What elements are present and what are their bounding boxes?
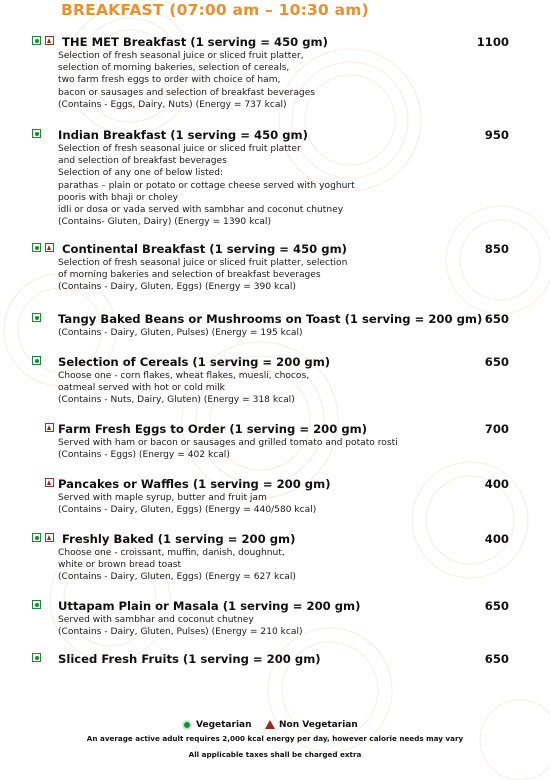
vegetarian-icon — [32, 653, 41, 662]
menu-item-description-line: two farm fresh eggs to order with choice of ham, — [58, 75, 281, 86]
menu-item-description-line: Served with sambhar and coconut chutney — [58, 615, 254, 625]
menu-item-description-line: (Contains- Gluten, Dairy) (Energy = 1390 kcal) — [58, 217, 271, 228]
menu-item-name: Tangy Baked Beans or Mushrooms on Toast (1 serving = 200 gm) — [58, 312, 483, 326]
menu-item — [0, 531, 550, 584]
menu-item-description-line: parathas – plain or potato or cottage cheese served with yoghurt — [58, 180, 355, 191]
menu-item-price: 850 — [484, 242, 509, 256]
menu-item-description-line: selection of morning bakeries, selection of cereals, — [58, 63, 290, 74]
menu-item-name: Freshly Baked (1 serving = 200 gm) — [62, 532, 296, 546]
vegetarian-icon — [32, 36, 41, 45]
menu-item-price: 400 — [484, 477, 509, 491]
menu-item-description-line: Selection of fresh seasonal juice or sliced fruit platter, selection — [58, 258, 348, 268]
menu-item-name: Indian Breakfast (1 serving = 450 gm) — [58, 128, 308, 142]
menu-item — [0, 651, 550, 667]
menu-item-name: THE MET Breakfast (1 serving = 450 gm) — [62, 35, 328, 49]
menu-item-header — [0, 421, 550, 437]
menu-item-header — [0, 127, 550, 143]
vegetarian-icon — [32, 533, 41, 542]
menu-item-description-line: and selection of breakfast beverages — [58, 156, 227, 167]
vegetarian-icon — [32, 129, 41, 138]
menu-item-name: Selection of Cereals (1 serving = 200 gm) — [58, 355, 331, 369]
non-vegetarian-triangle-icon — [265, 720, 275, 729]
menu-item — [0, 476, 550, 516]
menu-item-price: 650 — [484, 355, 509, 369]
menu-item-name: Continental Breakfast (1 serving = 450 gm) — [62, 242, 347, 256]
vegetarian-icon — [32, 600, 41, 609]
menu-item — [0, 127, 550, 228]
menu-item-header — [0, 651, 550, 667]
menu-item-description-line: Choose one - croissant, muffin, danish, doughnut, — [58, 548, 285, 558]
vegetarian-icon — [32, 313, 41, 322]
menu-item-description-line: (Contains - Eggs, Dairy, Nuts) (Energy = 737 kcal) — [58, 99, 287, 110]
menu-item-description-line: of morning bakeries and selection of breakfast beverages — [58, 270, 321, 281]
vegetarian-dot-icon — [182, 720, 192, 730]
legend-non-vegetarian-label: Non Vegetarian — [279, 720, 358, 730]
non-vegetarian-icon — [45, 533, 54, 542]
non-vegetarian-icon — [45, 423, 54, 432]
menu-item-name: Pancakes or Waffles (1 serving = 200 gm) — [58, 477, 331, 491]
menu-item-description-line: (Contains - Dairy, Gluten, Pulses) (Energy = 210 kcal) — [58, 627, 303, 638]
menu-item-description-line: (Contains - Eggs) (Energy = 402 kcal) — [58, 450, 230, 461]
menu-item-description-line: (Contains - Dairy, Gluten, Eggs) (Energy = 440/580 kcal) — [58, 505, 317, 516]
menu-item-header — [0, 476, 550, 492]
menu-item-description-line: Selection of fresh seasonal juice or sliced fruit platter, — [58, 51, 304, 61]
vegetarian-icon — [32, 243, 41, 252]
menu-item-header — [0, 311, 550, 327]
energy-note: An average active adult requires 2,000 kcal energy per day, however calorie needs may vary — [86, 734, 464, 743]
menu-item-description-line: white or brown bread toast — [58, 560, 182, 571]
tax-note: All applicable taxes shall be charged extra — [188, 750, 362, 759]
menu-item — [0, 354, 550, 407]
menu-item-header — [0, 34, 550, 50]
menu-item-description-line: Selection of any one of below listed: — [58, 168, 224, 179]
menu-item-description-line: (Contains - Dairy, Gluten, Pulses) (Energy = 195 kcal) — [58, 328, 303, 338]
menu-item-price: 950 — [484, 128, 509, 142]
menu-item-price: 650 — [484, 599, 509, 613]
menu-item-price: 1100 — [476, 35, 509, 49]
menu-item-name: Farm Fresh Eggs to Order (1 serving = 200 gm) — [58, 422, 368, 436]
menu-item-description-line: Served with ham or bacon or sausages and grilled tomato and potato rosti — [58, 438, 398, 448]
menu-item-description-line: (Contains - Dairy, Gluten, Eggs) (Energy = 627 kcal) — [58, 572, 296, 583]
menu-item — [0, 241, 550, 294]
menu-item — [0, 311, 550, 339]
legend-vegetarian-label: Vegetarian — [196, 720, 252, 730]
menu-item-name: Sliced Fresh Fruits (1 serving = 200 gm) — [58, 652, 321, 666]
non-vegetarian-icon — [45, 243, 54, 252]
menu-item-name: Uttapam Plain or Masala (1 serving = 200 gm) — [58, 599, 361, 613]
menu-item — [0, 421, 550, 461]
menu-item-description-line: idli or dosa or vada served with sambhar and coconut chutney — [58, 205, 344, 216]
menu-item-price: 400 — [484, 532, 509, 546]
menu-item-description-line: Choose one - corn flakes, wheat flakes, muesli, chocos, — [58, 371, 310, 381]
non-vegetarian-icon — [45, 478, 54, 487]
menu-item-header — [0, 354, 550, 370]
menu-item-description-line: pooris with bhaji or choley — [58, 192, 179, 203]
menu-item-description-line: (Contains - Nuts, Dairy, Gluten) (Energy = 318 kcal) — [58, 395, 295, 406]
menu-item-description-line: Served with maple syrup, butter and fruit jam — [58, 493, 267, 503]
section-title: BREAKFAST (07:00 am – 10:30 am) — [61, 1, 369, 19]
menu-item-description-line: bacon or sausages and selection of breakfast beverages — [58, 87, 316, 98]
menu-item-header — [0, 241, 550, 257]
menu-item-price: 650 — [484, 652, 509, 666]
menu-item-price: 700 — [484, 422, 509, 436]
menu-item — [0, 34, 550, 111]
menu-item-header — [0, 531, 550, 547]
menu-item-description-line: Selection of fresh seasonal juice or sliced fruit platter — [58, 144, 301, 154]
menu-item-description-line: oatmeal served with hot or cold milk — [58, 383, 225, 394]
menu-item — [0, 598, 550, 638]
vegetarian-icon — [32, 356, 41, 365]
menu-item-header — [0, 598, 550, 614]
legend — [0, 719, 550, 733]
non-vegetarian-icon — [45, 36, 54, 45]
menu-item-description-line: (Contains - Dairy, Gluten, Eggs) (Energy = 390 kcal) — [58, 282, 296, 293]
menu-item-price: 650 — [484, 312, 509, 326]
